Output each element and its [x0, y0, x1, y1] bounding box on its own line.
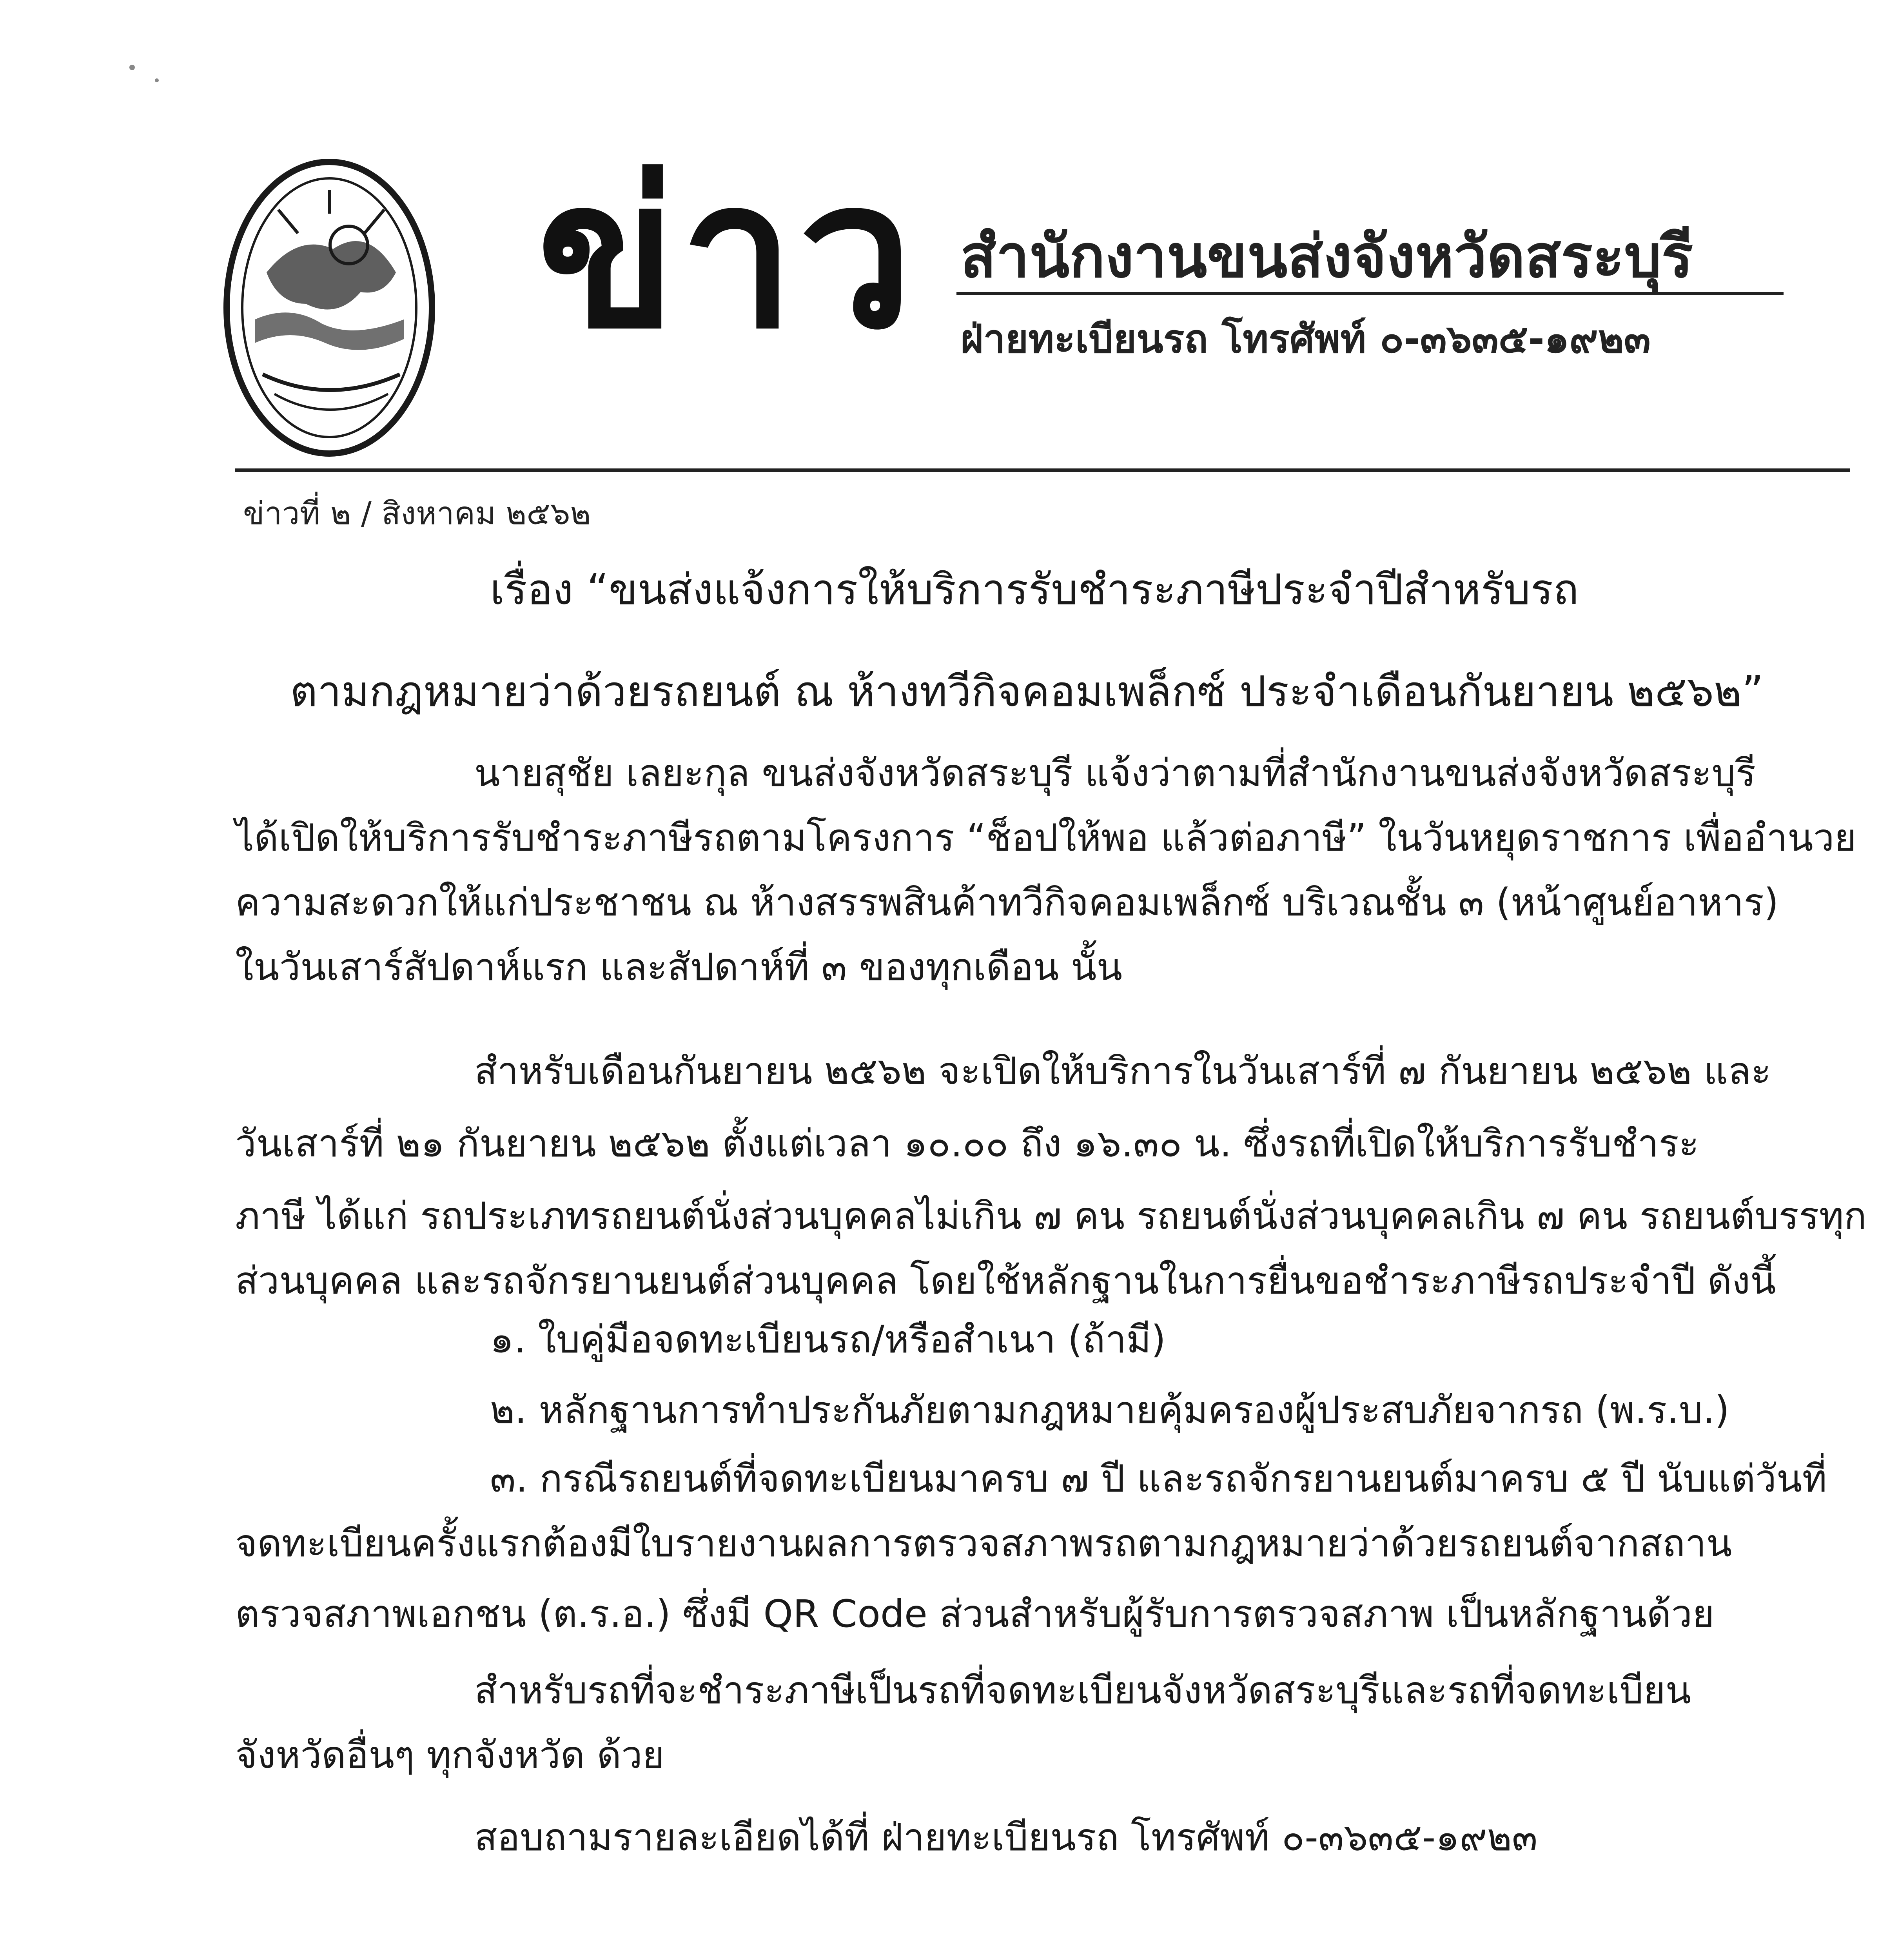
subject-line-1: เรื่อง “ขนส่งแจ้งการให้บริการรับชำระภาษีประจำปีสำหรับรถ [490, 565, 1579, 614]
paragraph-4 [235, 1811, 1842, 1864]
scan-speck [129, 65, 135, 70]
list-item-3-continued [235, 1517, 1842, 1641]
paragraph-line: ส่วนบุคคล และรถจักรยานยนต์ส่วนบุคคล โดยใช้หลักฐานในการยื่นขอชำระภาษีรถประจำปี ดังนี้ [235, 1259, 1776, 1303]
paragraph-line: ความสะดวกให้แก่ประชาชน ณ ห้างสรรพสินค้าทวีกิจคอมเพล็กซ์ บริเวณชั้น ๓ (หน้าศูนย์อาหาร) [235, 880, 1779, 924]
office-name: สำนักงานขนส่งจังหวัดสระบุรี [960, 223, 1693, 291]
list-item: ๑. ใบคู่มือจดทะเบียนรถ/หรือสำเนา (ถ้ามี) [490, 1318, 1166, 1361]
paragraph-1 [235, 747, 1856, 994]
paragraph-3 [235, 1664, 1842, 1782]
paragraph-2 [235, 1045, 1867, 1307]
paragraph-line: วันเสาร์ที่ ๒๑ กันยายน ๒๕๖๒ ตั้งแต่เวลา ๑๐.๐๐ ถึง ๑๖.๓๐ น. ซึ่งรถที่เปิดให้บริการรับชำระ [235, 1122, 1699, 1165]
list-item: ๓. กรณีรถยนต์ที่จดทะเบียนมาครบ ๗ ปี และรถจักรยานยนต์มาครบ ๕ ปี นับแต่วันที่ [490, 1457, 1827, 1501]
department-seal [220, 155, 439, 461]
paragraph-line: ตรวจสภาพเอกชน (ต.ร.อ.) ซึ่งมี QR Code ส่วนสำหรับผู้รับการตรวจสภาพ เป็นหลักฐานด้วย [235, 1592, 1715, 1636]
seal-icon [220, 155, 439, 461]
paragraph-line: สำหรับรถที่จะชำระภาษีเป็นรถที่จดทะเบียนจังหวัดสระบุรีและรถที่จดทะเบียน [474, 1668, 1691, 1712]
news-heading: ข่าว [537, 136, 917, 374]
divider [956, 292, 1784, 295]
scan-speck [155, 78, 159, 82]
paragraph-line: สอบถามรายละเอียดได้ที่ ฝ่ายทะเบียนรถ โทรศัพท์ ๐-๓๖๓๕-๑๙๒๓ [474, 1815, 1538, 1859]
paragraph-line: ในวันเสาร์สัปดาห์แรก และสัปดาห์ที่ ๓ ของทุกเดือน นั้น [235, 945, 1123, 989]
paragraph-line: ได้เปิดให้บริการรับชำระภาษีรถตามโครงการ “ช็อปให้พอ แล้วต่อภาษี” ในวันหยุดราชการ เพื่ออำนวย [235, 816, 1856, 860]
list-item: ๒. หลักฐานการทำประกันภัยตามกฎหมายคุ้มครองผู้ประสบภัยจากรถ (พ.ร.บ.) [490, 1388, 1729, 1432]
paragraph-line: นายสุชัย เลยะกุล ขนส่งจังหวัดสระบุรี แจ้งว่าตามที่สำนักงานขนส่งจังหวัดสระบุรี [474, 751, 1756, 795]
header-divider [235, 468, 1850, 472]
paragraph-line: จดทะเบียนครั้งแรกต้องมีใบรายงานผลการตรวจสภาพรถตามกฎหมายว่าด้วยรถยนต์จากสถาน [235, 1521, 1732, 1565]
paragraph-line: จังหวัดอื่นๆ ทุกจังหวัด ด้วย [235, 1733, 665, 1777]
office-contact: ฝ่ายทะเบียนรถ โทรศัพท์ ๐-๓๖๓๕-๑๙๒๓ [960, 316, 1651, 362]
news-number: ข่าวที่ ๒ / สิงหาคม ๒๕๖๒ [243, 495, 591, 532]
subject-line-2: ตามกฎหมายว่าด้วยรถยนต์ ณ ห้างทวีกิจคอมเพล็กซ์ ประจำเดือนกันยายน ๒๕๖๒” [290, 667, 1764, 716]
paragraph-line: ภาษี ได้แก่ รถประเภทรถยนต์นั่งส่วนบุคคลไม่เกิน ๗ คน รถยนต์นั่งส่วนบุคคลเกิน ๗ คน รถยนต์บรรทุก [235, 1194, 1867, 1238]
paragraph-line: สำหรับเดือนกันยายน ๒๕๖๒ จะเปิดให้บริการในวันเสาร์ที่ ๗ กันยายน ๒๕๖๒ และ [474, 1049, 1771, 1093]
